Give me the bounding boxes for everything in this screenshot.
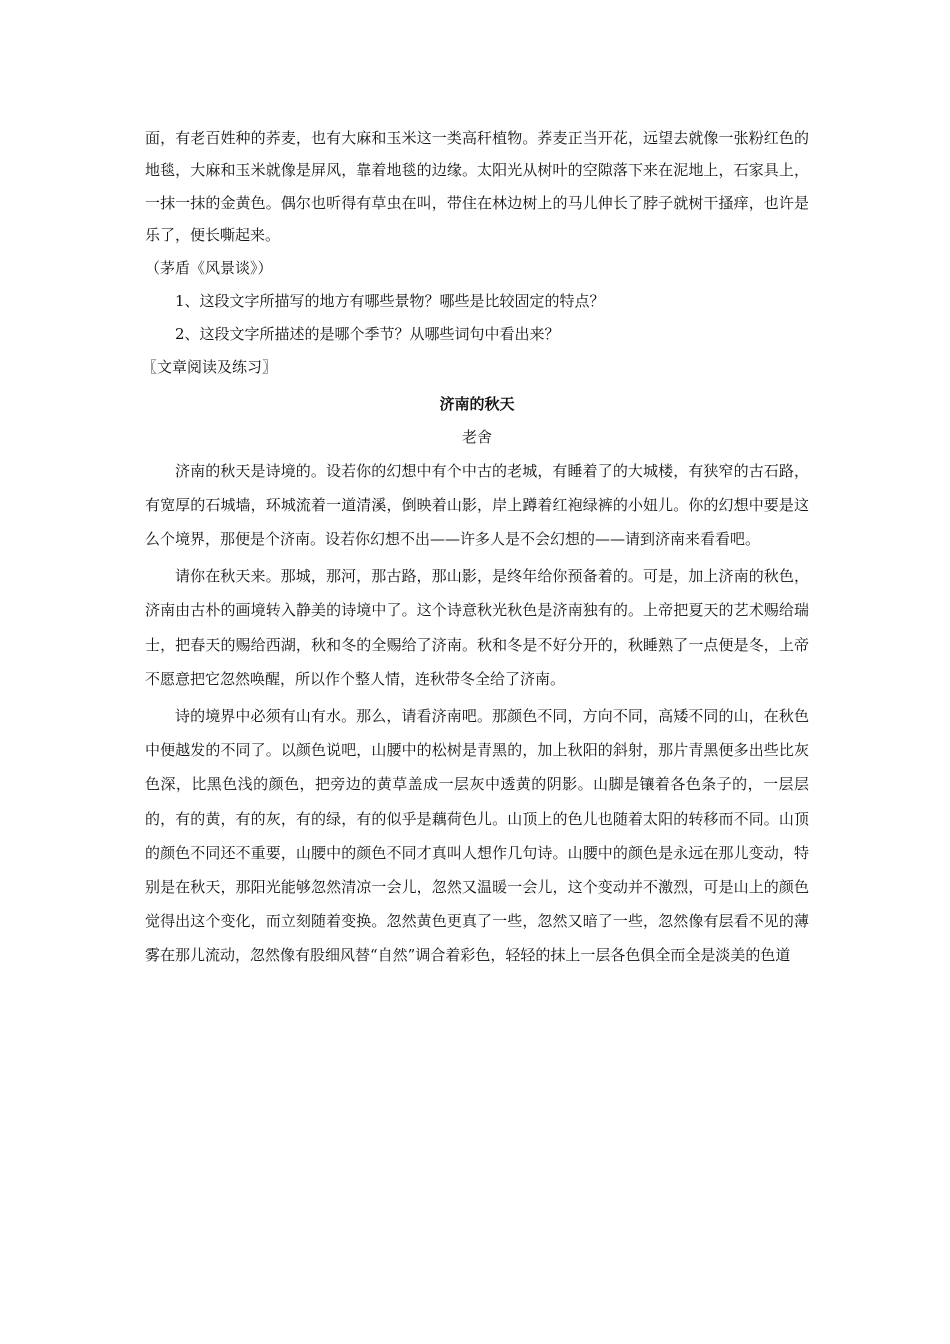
question-2: 2、这段文字所描述的是哪个季节？从哪些词句中看出来？ (175, 324, 560, 343)
article-author: 老舍 (461, 427, 492, 446)
article-title: 济南的秋天 (439, 394, 515, 413)
article-paragraph-2: 请你在秋天来。那城，那河，那古路，那山影，是终年给你预备着的。可是，加上济南的秋色，济南由古朴的画境转入静美的诗境中了。这个诗意秋光秋色是济南独有的。上帝把夏天的艺术赐给瑞士，把春天的赐给西湖，秋和冬的全赐给了济南。秋和冬是不好分开的，秋睡熟了一点便是冬，上帝不愿意把它忽然唤醒，所以作个整人情，连秋带冬全给了济南。 (145, 567, 809, 688)
question-1: 1、这段文字所描写的地方有哪些景物？哪些是比较固定的特点？ (175, 291, 605, 310)
intro-paragraph: 面，有老百姓种的荞麦，也有大麻和玉米这一类高秆植物。荞麦正当开花，远望去就像一张粉红色的地毯，大麻和玉米就像是屏风，靠着地毯的边缘。太阳光从树叶的空隙落下来在泥地上，石家具上，一抹一抹的金黄色。偶尔也听得有草虫在叫，带住在林边树上的马儿伸长了脖子就树干搔痒，也许是乐了，便长嘶起来。 (145, 129, 809, 245)
article-paragraph-3: 诗的境界中必须有山有水。那么，请看济南吧。那颜色不同，方向不同，高矮不同的山，在秋色中便越发的不同了。以颜色说吧，山腰中的松树是青黑的，加上秋阳的斜射，那片青黑便多出些比灰色深，比黑色浅的颜色，把旁边的黄草盖成一层灰中透黄的阴影。山脚是镶着各色条子的，一层层的，有的黄，有的灰，有的绿，有的似乎是藕荷色儿。山顶上的色儿也随着太阳的转移而不同。山顶的颜色不同还不重要，山腰中的颜色不同才真叫人想作几句诗。山腰中的颜色是永远在那儿变动，特别是在秋天，那阳光能够忽然清凉一会儿，忽然又温暖一会儿，这个变动并不激烈，可是山上的颜色觉得出这个变化，而立刻随着变换。忽然黄色更真了一些，忽然又暗了一些，忽然像有层看不见的薄雾在那儿流动，忽然像有股细风替“自然”调合着彩色，轻轻的抹上一层各色俱全而全是淡美的色道 (145, 707, 809, 965)
document-content (142, 122, 809, 973)
section-label: 〖文章阅读及练习〗 (142, 357, 278, 376)
article-paragraph-1: 济南的秋天是诗境的。设若你的幻想中有个中古的老城，有睡着了的大城楼，有狭窄的古石路，有宽厚的石城墙，环城流着一道清溪，倒映着山影，岸上蹲着红袍绿裤的小妞儿。你的幻想中要是这么个境界，那便是个济南。设若你幻想不出——许多人是不会幻想的——请到济南来看看吧。 (145, 461, 809, 549)
intro-citation: （茅盾《风景谈》） (145, 258, 273, 277)
